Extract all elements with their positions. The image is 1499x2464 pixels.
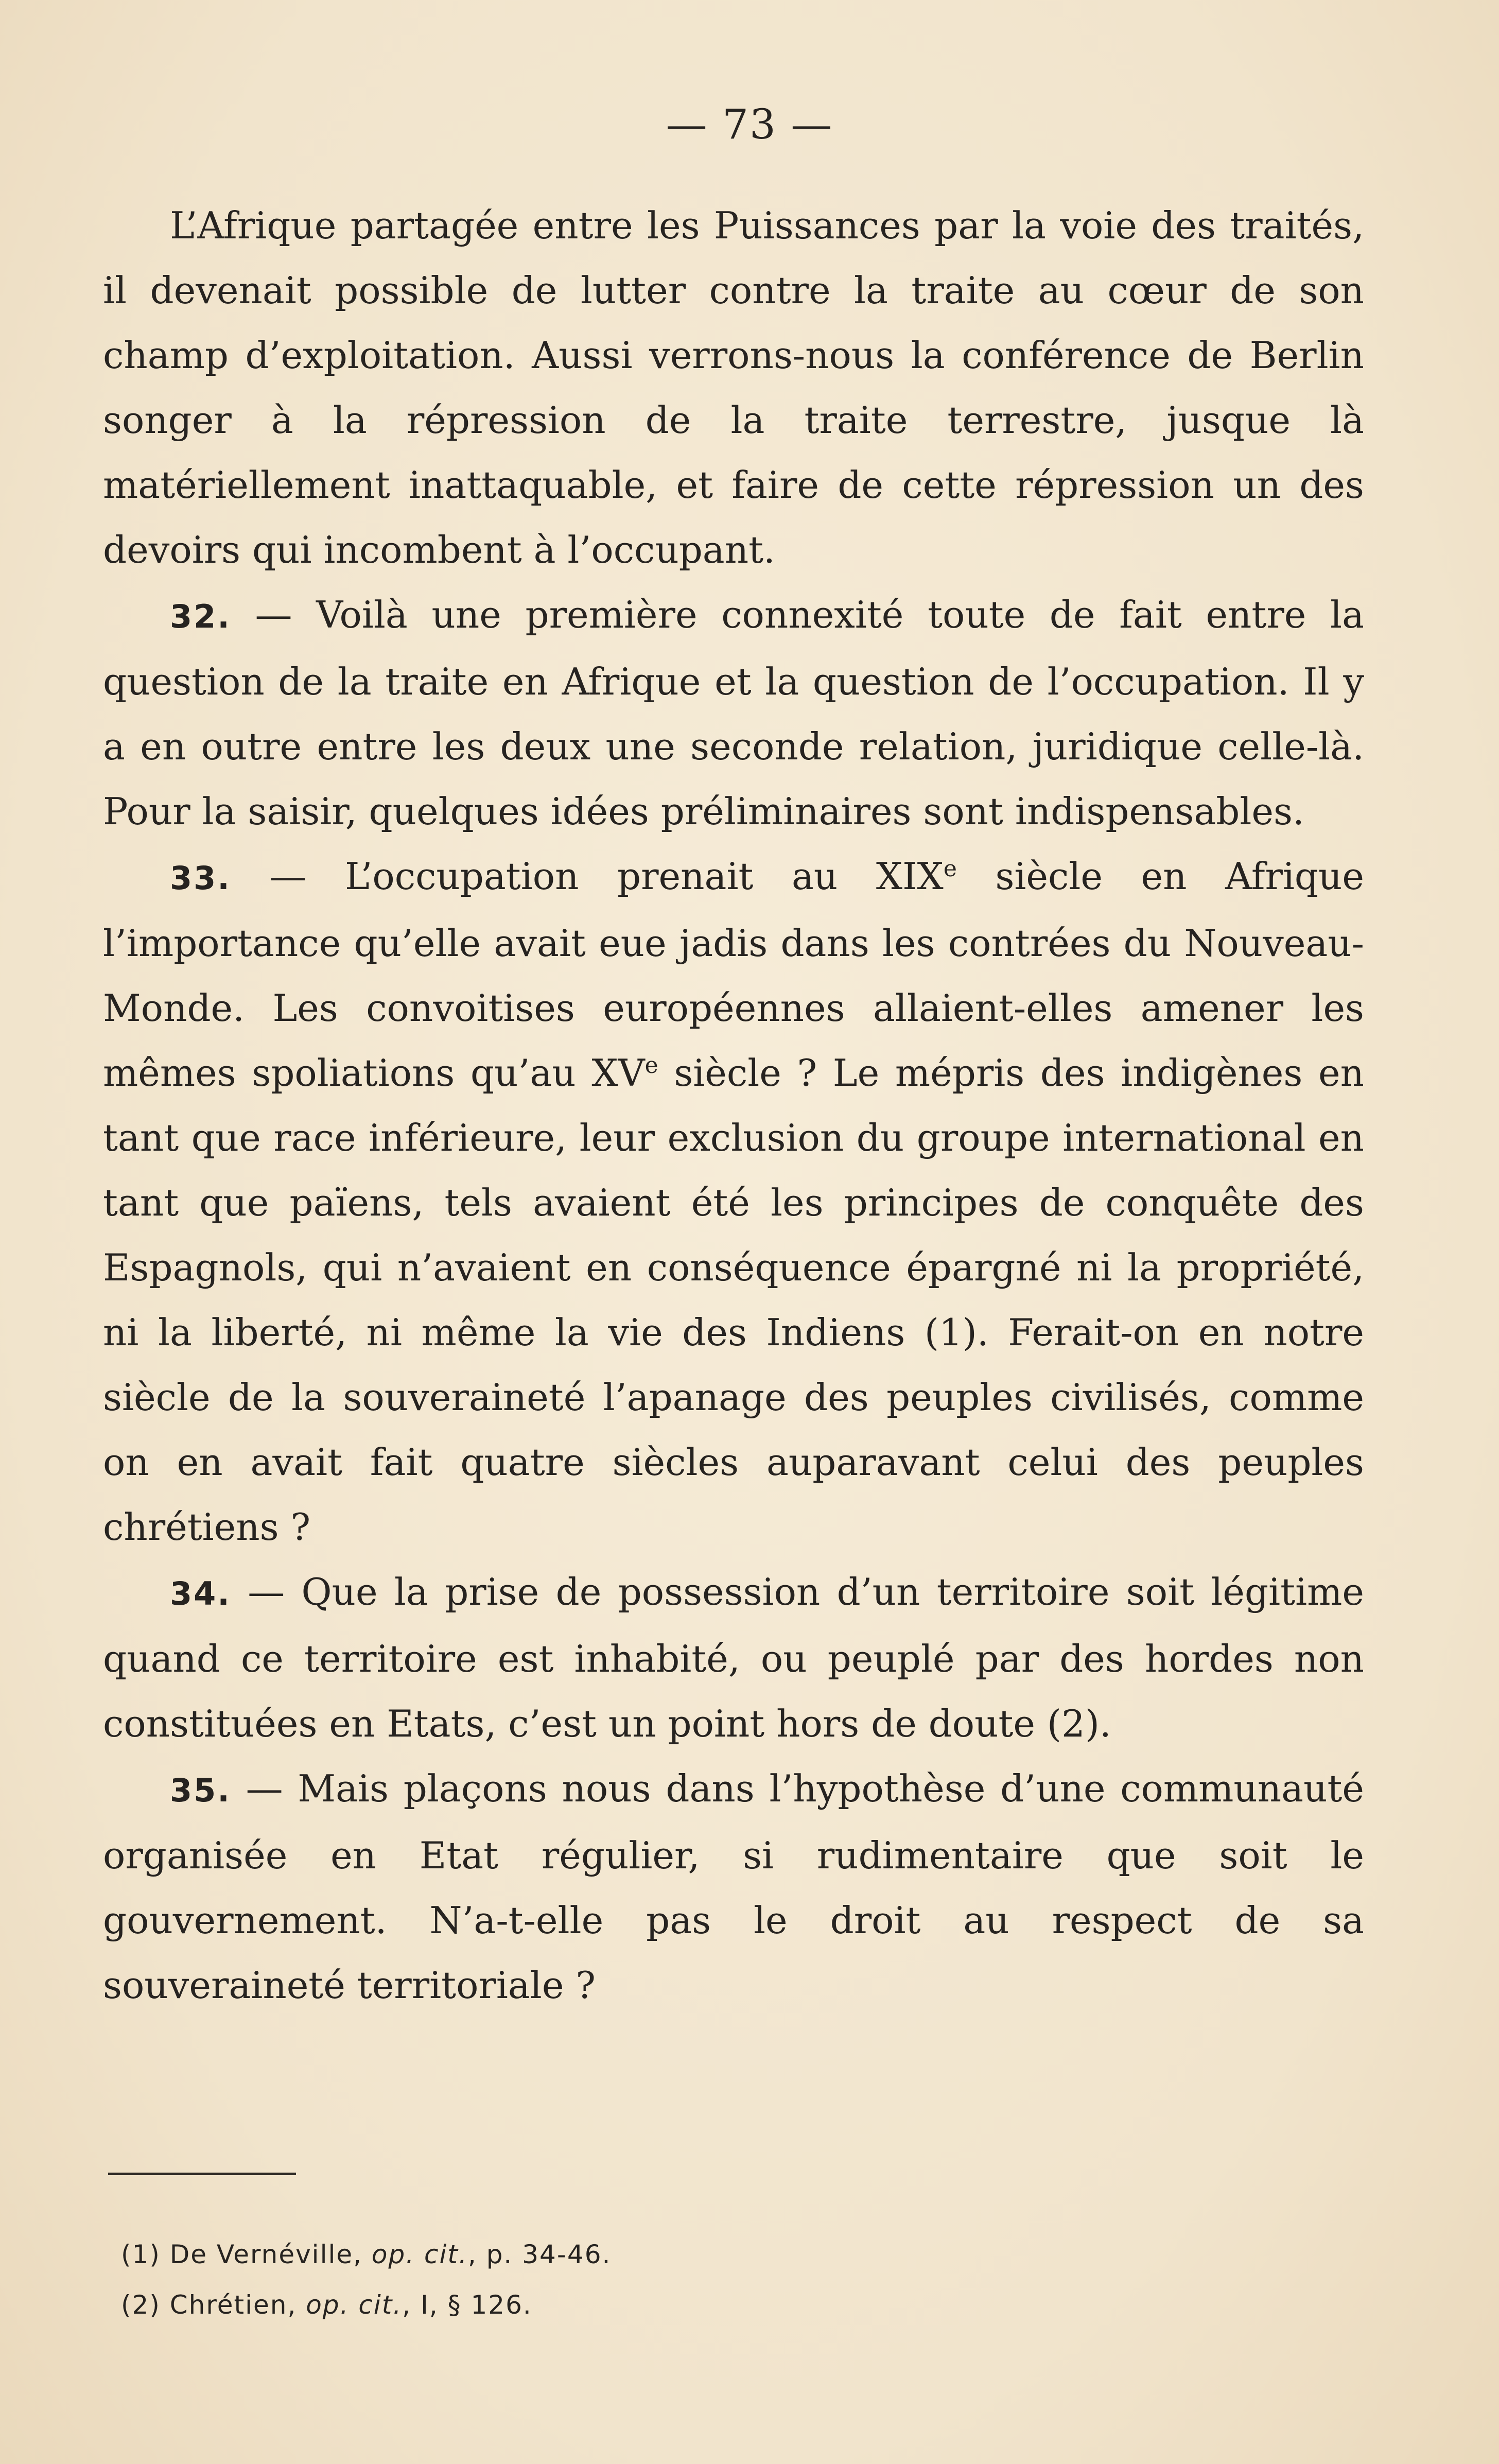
paragraph-number: 34.: [170, 1575, 231, 1612]
footnote-divider: [108, 2173, 296, 2175]
paragraph-number: 35.: [170, 1772, 231, 1809]
paragraph-text: — Que la prise de possession d’un territoire soit légitime quand ce territoire est inhabité, ou peuplé par des hordes non constituées en Etats, c’est un point hors de doute (2).: [103, 1570, 1364, 1745]
footnote-1: [121, 2229, 1305, 2280]
paragraph-text: — Voilà une première connexité toute de fait entre la question de la traite en Afrique et la question de l’occupation. Il y a en outre entre les deux une seconde relation, juridique celle-là. Pour la saisir, quelques idées préliminaires sont indispensables.: [103, 593, 1364, 833]
footnote-text: De Vernéville,: [160, 2240, 372, 2269]
paragraph-text: siècle ? Le mépris des indigènes en tant que race inférieure, leur exclusion du groupe international en tant que païens, tels avaient été les principes de conquête des Espagnols, qui n’avaient en conséquence épargné ni la propriété, ni la liberté, ni même la vie des Indiens (1). Ferait-on en notre siècle de la souveraineté l’apanage des peuples civilisés, comme on en avait fait quatre siècles auparavant celui des peuples chrétiens ?: [103, 1051, 1364, 1549]
paragraph-text: — L’occupation prenait au XIX: [231, 855, 944, 898]
superscript: e: [644, 1052, 658, 1079]
paragraph-intro: [103, 193, 1364, 582]
paragraph-34: [103, 1559, 1364, 1756]
paragraph-number: 33.: [170, 859, 231, 897]
footnotes: [121, 2229, 1305, 2330]
footnote-text: Chrétien,: [160, 2290, 306, 2320]
footnote-citation: op. cit.: [306, 2290, 403, 2320]
footnote-marker: (1): [121, 2240, 161, 2269]
paragraph-text: — Mais plaçons nous dans l’hypothèse d’une communauté organisée en Etat régulier, si rudimentaire que soit le gouvernement. N’a-t-elle pas le droit au respect de sa souveraineté territoriale ?: [103, 1767, 1364, 2007]
paragraph-32: [103, 582, 1364, 844]
body-text: [103, 193, 1364, 2018]
footnote-text: , p. 34-46.: [467, 2240, 612, 2269]
footnote-text: , I, § 126.: [402, 2290, 532, 2320]
paragraph-text: siècle en Afrique l’importance qu’elle avait eue jadis dans les contrées du Nouveau-Monde. Les convoitises européennes allaient-elles amener les mêmes spoliations qu’au XV: [103, 855, 1365, 1095]
footnote-marker: (2): [121, 2290, 161, 2320]
footnote-citation: op. cit.: [371, 2240, 468, 2269]
superscript: e: [943, 856, 957, 882]
paragraph-33: [103, 844, 1364, 1559]
paragraph-number: 32.: [170, 598, 231, 635]
footnote-2: [121, 2280, 1305, 2330]
page-number: — 73 —: [666, 100, 833, 148]
paragraph-35: [103, 1756, 1364, 2018]
paragraph-text: L’Afrique partagée entre les Puissances par la voie des traités, il devenait possible de lutter contre la traite au cœur de son champ d’exploitation. Aussi verrons-nous la conférence de Berlin songer à la répression de la traite terrestre, jusque là matériellement inattaquable, et faire de cette répression un des devoirs qui incombent à l’occupant.: [103, 204, 1364, 571]
